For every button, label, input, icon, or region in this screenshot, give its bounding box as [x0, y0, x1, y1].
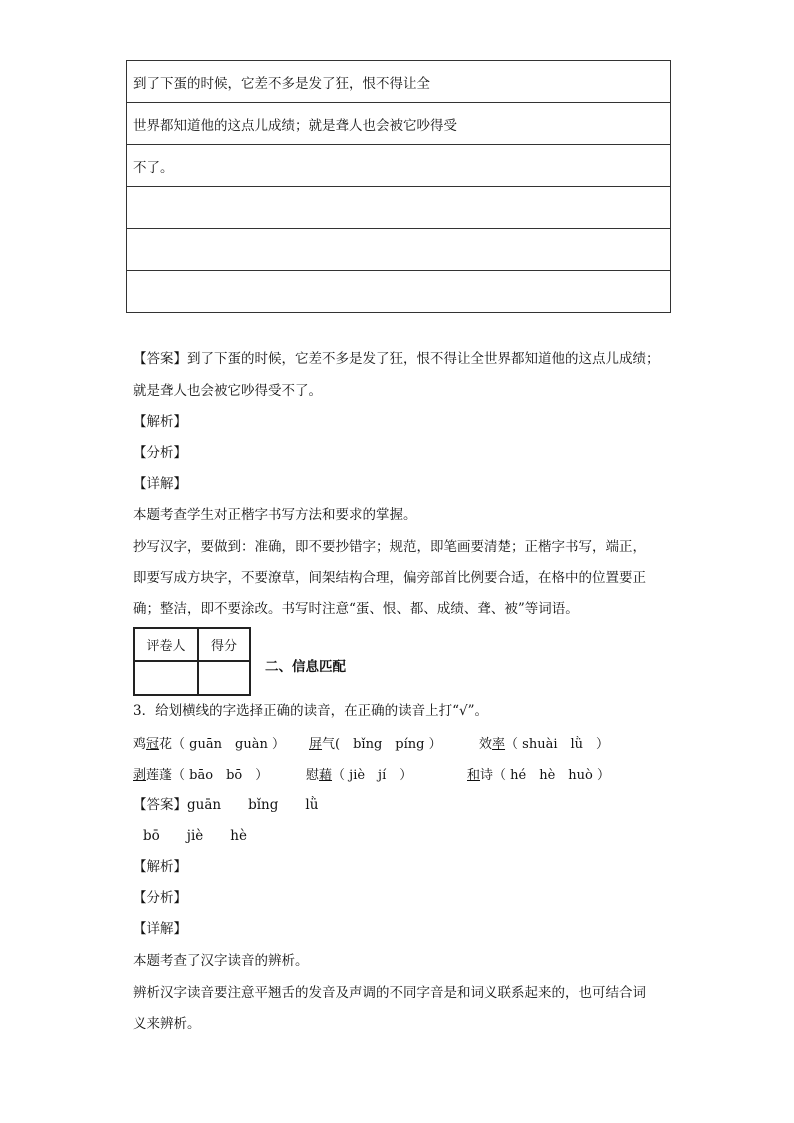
table-cell: 世界都知道他的这点儿成绩；就是聋人也会被它吵得受 — [127, 103, 671, 145]
section-title: 二、信息匹配 — [265, 659, 346, 675]
score-blank-cell[interactable] — [198, 661, 250, 695]
q3-item-1: 鸡冠花（ guān guàn ） — [133, 737, 285, 752]
table-cell: 不了。 — [127, 145, 671, 187]
q3-item-5: 慰藉（ jiè jí ） — [306, 768, 413, 783]
q2-detail-line-3: 即要写成方块字，不要潦草，间架结构合理，偏旁部首比例要合适，在格中的位置要正 — [133, 570, 646, 586]
table-row — [127, 145, 671, 187]
q2-detail-line-1: 本题考查学生对正楷字书写方法和要求的掌握。 — [133, 507, 417, 523]
pinyin-options[interactable]: （ guān guàn ） — [172, 737, 285, 752]
table-row — [127, 187, 671, 229]
q3-item-6: 和诗（ hé hè huò ） — [467, 768, 610, 783]
q2-detail-line-2: 抄写汉字，要做到：准确，即不要抄错字；规范，即笔画要清楚；正楷字书写，端正， — [133, 539, 646, 555]
table-row — [127, 61, 671, 103]
table-row — [127, 271, 671, 313]
underlined-char: 率 — [492, 737, 506, 752]
q2-xiangjie-heading: 【详解】 — [133, 476, 187, 492]
q3-xiangjie-heading: 【详解】 — [133, 921, 187, 937]
score-box-header — [134, 628, 250, 661]
table-row — [127, 229, 671, 271]
q2-answer-line-2: 就是聋人也会被它吵得受不了。 — [133, 383, 322, 399]
table-cell — [127, 271, 671, 313]
q3-jiexi-heading: 【解析】 — [133, 859, 187, 875]
pinyin-options[interactable]: （ jiè jí ） — [332, 768, 413, 783]
score-box — [133, 627, 251, 696]
q2-detail-line-4: 确；整洁，即不要涂改。书写时注意“蛋、恨、都、成绩、聋、被”等词语。 — [133, 601, 579, 617]
q3-detail-line-1: 本题考查了汉字读音的辨析。 — [133, 953, 309, 969]
q2-jiexi-heading: 【解析】 — [133, 414, 187, 430]
q2-fenxi-heading: 【分析】 — [133, 445, 187, 461]
q3-stem: 3．给划横线的字选择正确的读音，在正确的读音上打“√”。 — [133, 703, 488, 719]
q3-fenxi-heading: 【分析】 — [133, 890, 187, 906]
q3-item-2: 屏气( bǐng píng ） — [309, 737, 442, 752]
reviewer-label: 评卷人 — [134, 628, 198, 661]
underlined-char: 冠 — [146, 737, 160, 752]
q3-detail-line-3: 义来辨析。 — [133, 1016, 201, 1032]
q3-item-3: 效率（ shuài lǜ ） — [479, 737, 610, 752]
table-cell: 到了下蛋的时候，它差不多是发了狂，恨不得让全 — [127, 61, 671, 103]
pinyin-options[interactable]: bǐng píng ） — [340, 737, 442, 752]
underlined-char: 屏 — [309, 737, 323, 752]
table-cell — [127, 187, 671, 229]
q3-answer-line-1: 【答案】guān bǐng lǜ — [133, 797, 319, 813]
q3-answer-line-2: bō jiè hè — [143, 828, 247, 844]
underlined-char: 和 — [467, 768, 481, 783]
pinyin-options[interactable]: （ bāo bō ） — [172, 768, 269, 783]
pinyin-options[interactable]: （ shuài lǜ ） — [505, 737, 610, 752]
copy-writing-table — [126, 60, 671, 313]
table-row — [127, 103, 671, 145]
underlined-char: 剥 — [133, 768, 147, 783]
pinyin-options[interactable]: （ hé hè huò ） — [493, 768, 610, 783]
q3-item-4: 剥莲蓬（ bāo bō ） — [133, 768, 269, 783]
underlined-char: 藉 — [319, 768, 333, 783]
score-label: 得分 — [198, 628, 250, 661]
q2-answer-line-1: 【答案】到了下蛋的时候，它差不多是发了狂，恨不得让全世界都知道他的这点儿成绩； — [133, 351, 660, 367]
reviewer-blank-cell[interactable] — [134, 661, 198, 695]
score-box-blank-row — [134, 661, 250, 695]
q3-detail-line-2: 辨析汉字读音要注意平翘舌的发音及声调的不同字音是和词义联系起来的，也可结合词 — [133, 985, 646, 1001]
table-cell — [127, 229, 671, 271]
